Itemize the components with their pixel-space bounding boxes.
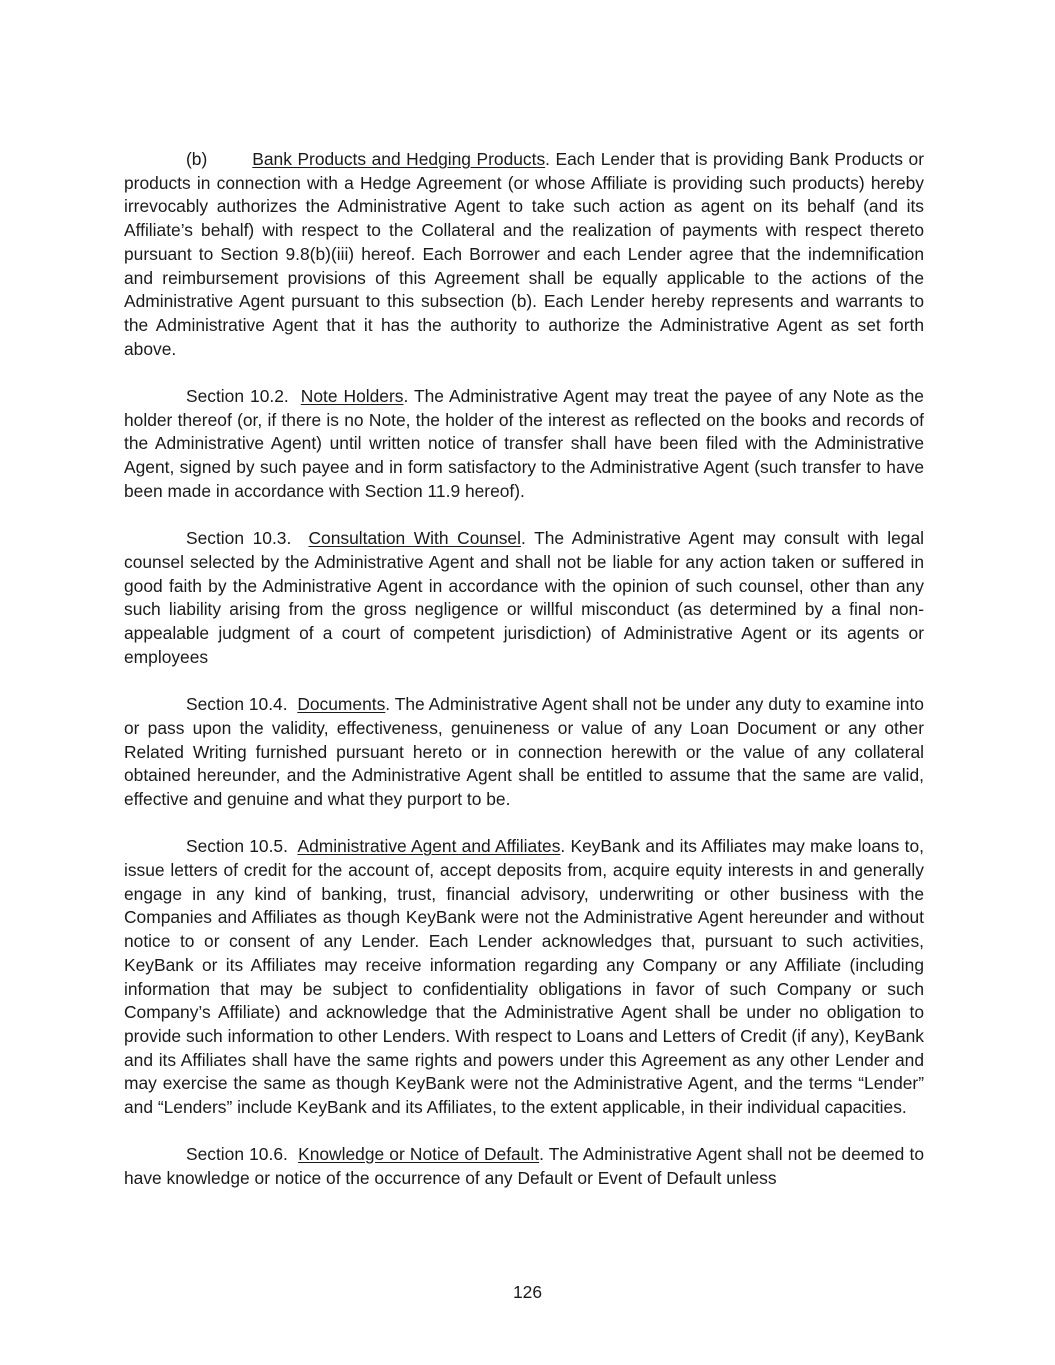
section-heading: Consultation With Counsel: [308, 528, 521, 549]
subsection-heading: Bank Products and Hedging Products: [252, 149, 546, 169]
paragraph-body: . The Administrative Agent may treat the payee of any Note as the holder thereof (or, if there is no Note, the holder of the interest as reflected on the books and records of the Administrative Agent) until written notice of transfer shall have been filed with the Administrative Agent, signed by such payee and in form satisfactory to the Administrative Agent (such transfer to have been made in accordance with Section 11.9 hereof).: [124, 386, 924, 501]
section-heading: Note Holders: [300, 386, 404, 407]
section-heading: Administrative Agent and Affiliates: [297, 836, 561, 857]
section-label: Section 10.3.: [186, 528, 292, 549]
paragraph-b-bank-products: [124, 148, 924, 361]
section-heading: Knowledge or Notice of Default: [298, 1144, 540, 1165]
section-label: Section 10.2.: [186, 386, 289, 407]
section-label: Section 10.4.: [186, 694, 288, 715]
paragraph-body: . KeyBank and its Affiliates may make loans to, issue letters of credit for the account of, accept deposits from, acquire equity interests in and generally engage in any kind of banking, trust, financial advisory, underwriting or other business with the Companies and Affiliates as though KeyBank were not the Administrative Agent hereunder and without notice to or consent of any Lender. Each Lender acknowledges that, pursuant to such activities, KeyBank or its Affiliates may receive information regarding any Company or any Affiliate (including information that may be subject to confidentiality obligations in favor of such Company or such Company’s Affiliate) and acknowledge that the Administrative Agent shall be under no obligation to provide such information to other Lenders. With respect to Loans and Letters of Credit (if any), KeyBank and its Affiliates shall have the same rights and powers under this Agreement as any other Lender and may exercise the same as though KeyBank were not the Administrative Agent, and the terms “Lender” and “Lenders” include KeyBank and its Affiliates, to the extent applicable, in their individual capacities.: [124, 836, 924, 1118]
section-label: Section 10.6.: [186, 1144, 288, 1165]
paragraph-body: . Each Lender that is providing Bank Products or products in connection with a Hedge Agreement (or whose Affiliate is providing such products) hereby irrevocably authorizes the Administrative Agent to take such action as agent on its behalf (and its Affiliate’s behalf) with respect to the Collateral and the realization of payments with respect thereto pursuant to Section 9.8(b)(iii) hereof. Each Borrower and each Lender agree that the indemnification and reimbursement provisions of this Agreement shall be equally applicable to the actions of the Administrative Agent pursuant to this subsection (b). Each Lender hereby represents and warrants to the Administrative Agent that it has the authority to authorize the Administrative Agent as set forth above.: [124, 149, 924, 359]
page-number: 126: [512, 1282, 542, 1302]
section-label: Section 10.5.: [186, 836, 288, 857]
section-10-4-documents: [124, 693, 924, 812]
section-10-3-consultation: [124, 527, 924, 669]
section-10-2-note-holders: [124, 385, 924, 504]
paragraph-body: . The Administrative Agent may consult with legal counsel selected by the Administrative Agent and shall not be liable for any action taken or suffered in good faith by the Administrative Agent in accordance with the opinion of such counsel, other than any such liability arising from the gross negligence or willful misconduct (as determined by a final non-appealable judgment of a court of competent jurisdiction) of Administrative Agent or its agents or employees: [124, 528, 924, 667]
paragraph-body: . The Administrative Agent shall not be deemed to have knowledge or notice of the occurrence of any Default or Event of Default unless: [124, 1144, 924, 1189]
section-10-5-affiliates: [124, 835, 924, 1119]
section-heading: Documents: [297, 694, 386, 715]
section-10-6-knowledge: [124, 1143, 924, 1190]
paragraph-body: . The Administrative Agent shall not be under any duty to examine into or pass upon the validity, effectiveness, genuineness or value of any Loan Document or any other Related Writing furnished pursuant hereto or in connection herewith or the value of any collateral obtained hereunder, and the Administrative Agent shall be entitled to assume that the same are valid, effective and genuine and what they purport to be.: [124, 694, 924, 809]
subsection-label: (b): [186, 149, 208, 169]
document-page: [124, 148, 924, 1215]
